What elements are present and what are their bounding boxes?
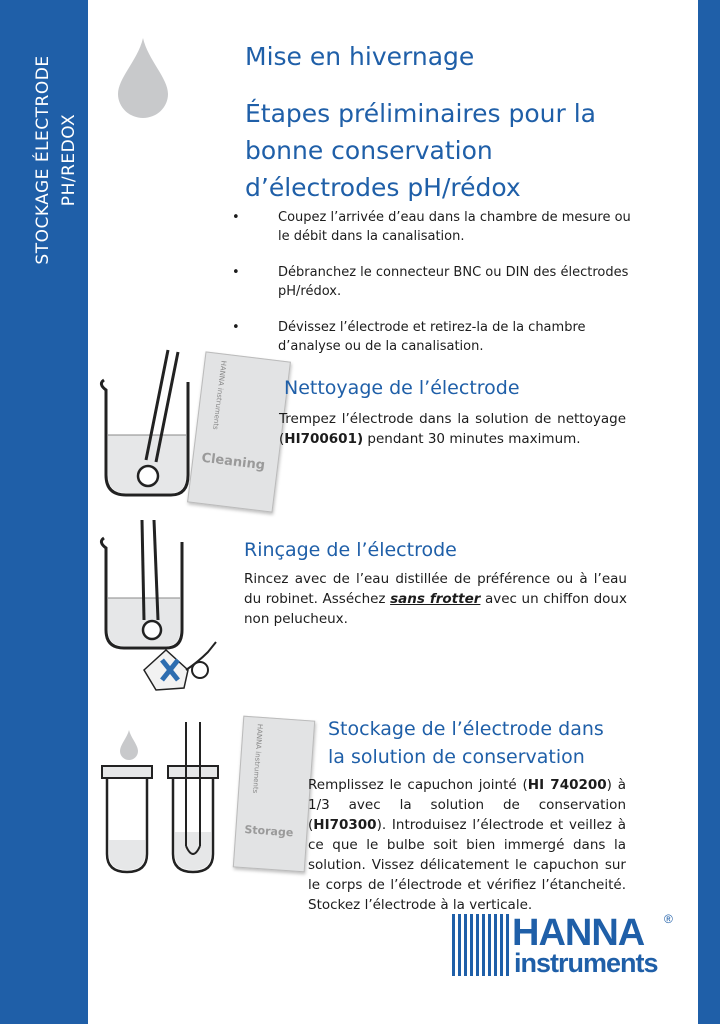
emphasis-text: sans frotter [390, 591, 481, 607]
cleaning-title: Nettoyage de l’électrode [284, 377, 520, 399]
list-item: • Dévissez l’électrode et retirez-la de la chambre d’analyse ou de la canalisation. [232, 318, 632, 356]
storage-text: Remplissez le capuchon jointé (HI 740200) à 1/3 avec la solution de conservation (HI70300). Introduisez l’électrode et veillez à ce que le bulbe soit bien immergé dans la solution. Vissez délicatement le capuchon sur le corps de l’électrode et vérifiez l’étancheité. Stockez l’électrode à la verticale. [308, 777, 627, 913]
list-item: • Débranchez le connecteur BNC ou DIN des électrodes pH/rédox. [232, 263, 632, 301]
beaker-cleaning-illustration [96, 350, 196, 500]
sachet-brand: HANNA instruments [251, 723, 264, 794]
rinsing-text: Rincez avec de l’eau distillée de préférence ou à l’eau du robinet. Asséchez sans frotter avec un chiffon doux non pelucheux. [244, 571, 627, 627]
logo-brand: HANNA [512, 912, 645, 954]
sachet-label: Cleaning [200, 450, 266, 474]
page-title: Mise en hivernage [245, 42, 475, 71]
side-label-line2: PH/REDOX [59, 113, 79, 207]
water-drop-icon [118, 38, 168, 118]
preliminary-steps-list [232, 208, 632, 373]
storage-sachet [233, 716, 315, 873]
page-subtitle: Étapes préliminaires pour la bonne conservation d’électrodes pH/rédox [245, 99, 597, 202]
side-label-line1: STOCKAGE ÉLECTRODE [33, 55, 53, 265]
cleaning-sachet [187, 351, 291, 512]
sachet-brand: HANNA instruments [211, 360, 228, 431]
product-code: HI 740200 [527, 777, 607, 793]
small-water-drop-icon [120, 730, 138, 760]
hanna-logo [452, 912, 680, 978]
right-color-band [698, 0, 720, 1024]
beaker-rinsing-illustration [96, 520, 226, 710]
logo-stripes [452, 914, 514, 976]
storage-title: Stockage de l’électrode dans la solution de conservation [328, 718, 604, 768]
product-code: HI700601) [284, 431, 364, 447]
rinsing-title: Rinçage de l’électrode [244, 539, 457, 561]
storage-cap-illustration [102, 762, 242, 882]
logo-sub: instruments [514, 948, 658, 978]
side-label [30, 30, 82, 290]
sachet-label: Storage [243, 823, 294, 840]
logo-registered-mark: ® [664, 912, 673, 926]
cleaning-text: Trempez l’électrode dans la solution de nettoyage (HI700601) pendant 30 minutes maximum. [279, 411, 626, 447]
list-item: • Coupez l’arrivée d’eau dans la chambre de mesure ou le débit dans la canalisation. [232, 208, 632, 246]
product-code: HI70300 [313, 817, 377, 833]
